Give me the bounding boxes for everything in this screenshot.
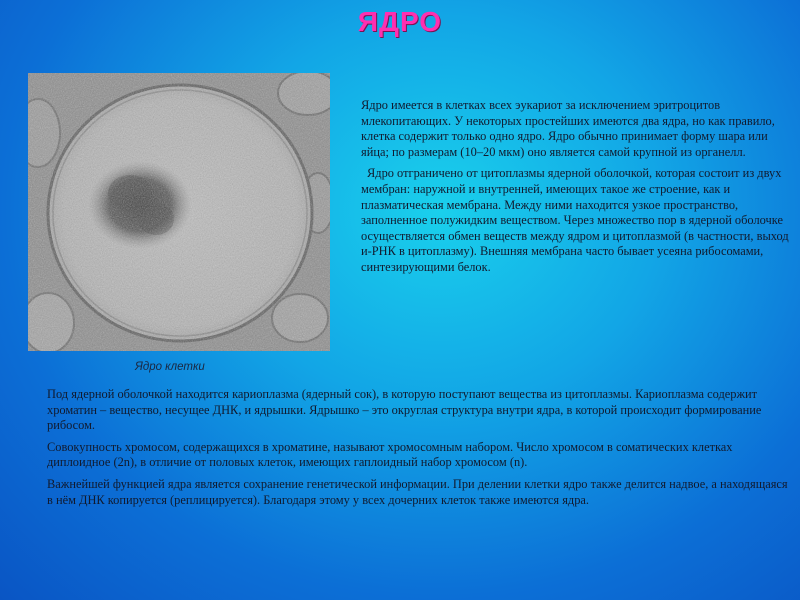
image-caption: Ядро клетки xyxy=(135,361,205,373)
nucleus-micrograph xyxy=(28,73,330,351)
bottom-paragraph-1: Под ядерной оболочкой находится кариоплазма (ядерный сок), в которую поступают вещества из цитоплазмы. Кариоплазма содержит хроматин – вещество, несущее ДНК, и ядрышки. Ядрышко – это округлая структура внутри ядра, в которой происходит формирование рибосом. xyxy=(47,387,762,433)
bottom-text-block xyxy=(47,387,792,514)
bottom-paragraph-2: Совокупность хромосом, содержащихся в хроматине, называют хромосомным набором. Число хромосом в соматических клетках диплоидное (2n), в отличие от половых клеток, имеющих гаплоидный набор хромосом (n). xyxy=(47,439,733,470)
side-paragraph-1: Ядро имеется в клетках всех эукариот за исключением эритроцитов млекопитающих. У некоторых простейших имеются два ядра, но как правило, клетка содержит только одно ядро. Ядро обычно принимает форму шара или яйца; по размерам (10–20 мкм) оно является самой крупной из органелл. xyxy=(361,98,775,159)
side-text-block xyxy=(361,98,791,282)
bottom-paragraph-3: Важнейшей функцией ядра является сохранение генетической информации. При делении клетки ядро также делится надвое, а находящаяся в нём ДНК копируется (реплицируется). Благодаря этому у всех дочерних клеток также имеются ядра. xyxy=(47,476,788,507)
slide-title: ЯДРО xyxy=(357,6,443,37)
side-paragraph-2: Ядро отграничено от цитоплазмы ядерной оболочкой, которая состоит из двух мембран: наружной и внутренней, имеющих такое же строение, как и плазматическая мембрана. Между ними находится узкое пространство, заполненное полужидким веществом. Через множество пор в ядерной оболочке осуществляется обмен веществ между ядром и цитоплазмой (в частности, выход и-РНК в цитоплазму). Внешняя мембрана часто бывает усеяна рибосомами, синтезирующими белок. xyxy=(361,166,789,274)
